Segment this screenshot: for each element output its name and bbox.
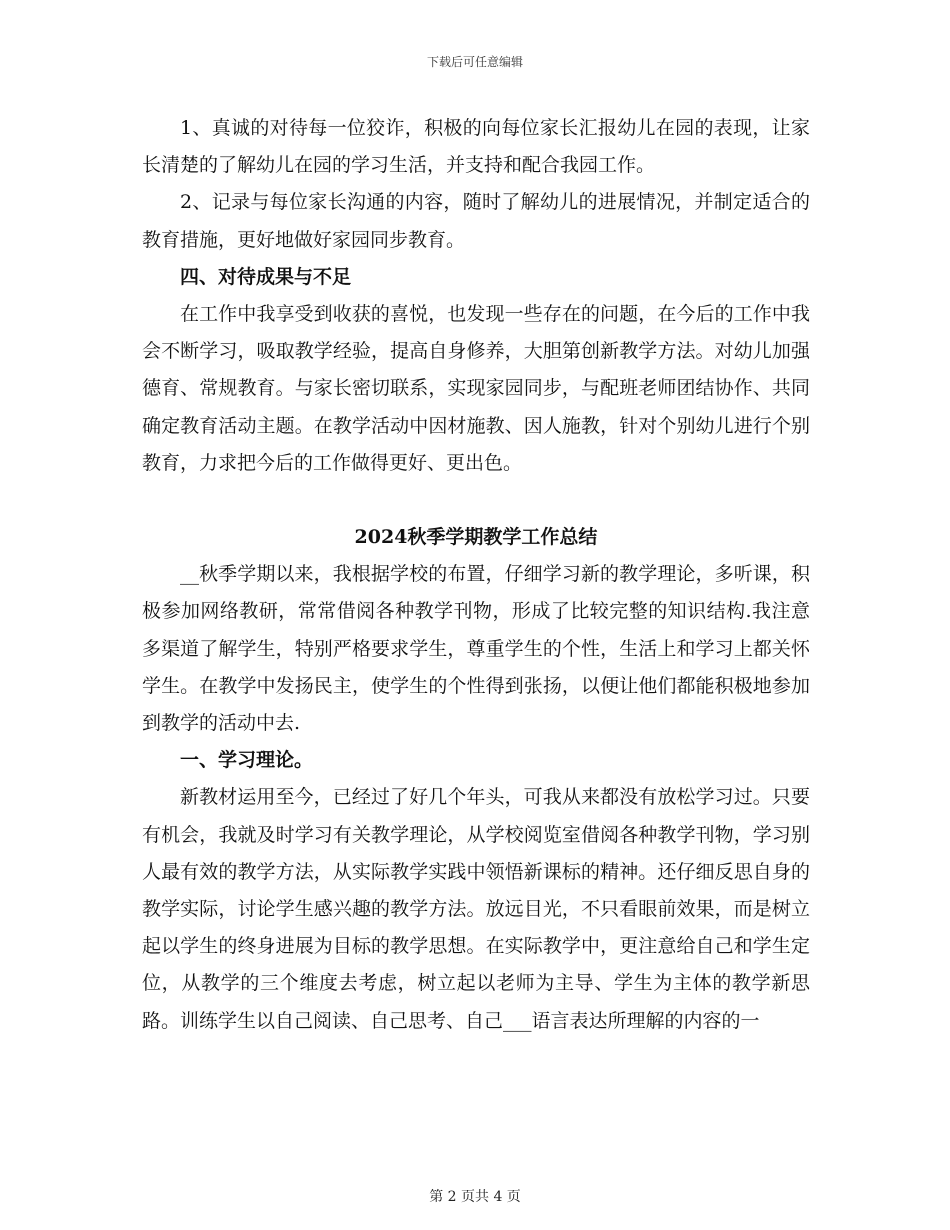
paragraph-communication-1: 1、真诚的对待每一位狡诈，积极的向每位家长汇报幼儿在园的表现，让家长清楚的了解幼儿在园的学习生活，并支持和配合我园工作。 xyxy=(142,117,810,177)
section-gap xyxy=(142,482,810,519)
page-header: 下载后可任意编辑 xyxy=(426,55,523,69)
section-heading-results: 四、对待成果与不足 xyxy=(180,265,352,288)
paragraph-communication-2: 2、记录与每位家长沟通的内容，随时了解幼儿的进展情况，并制定适合的教育措施，更好地做好家园同步教育。 xyxy=(142,191,810,251)
document-body xyxy=(142,110,810,1040)
paragraph-intro: __秋季学期以来，我根据学校的布置，仔细学习新的教学理论，多听课，积极参加网络教研，常常借阅各种教学刊物，形成了比较完整的知识结构.我注意多渠道了解学生，特别严格要求学生，尊重学生的个性，生活上和学习上都关怀学生。在教学中发扬民主，使学生的个性得到张扬，以便让他们都能积极地参加到教学的活动中去. xyxy=(142,563,810,735)
section-heading-theory: 一、学习理论。 xyxy=(180,749,314,772)
page-number: 第 2 页共 4 页 xyxy=(429,1189,521,1205)
paragraph-results: 在工作中我享受到收获的喜悦，也发现一些存在的问题，在今后的工作中我会不断学习，吸取教学经验，提高自身修养，大胆第创新教学方法。对幼儿加强德育、常规教育。与家长密切联系，实现家园同步，与配班老师团结协作、共同确定教育活动主题。在教学活动中因材施教、因人施教，针对个别幼儿进行个别教育，力求把今后的工作做得更好、更出色。 xyxy=(142,303,810,474)
document-title: 2024秋季学期教学工作总结 xyxy=(354,526,598,549)
paragraph-theory: 新教材运用至今，已经过了好几个年头，可我从来都没有放松学习过。只要有机会，我就及时学习有关教学理论，从学校阅览室借阅各种教学刊物，学习别人最有效的教学方法，从实际教学实践中领悟新课标的精神。还仔细反思自身的教学实际，讨论学生感兴趣的教学方法。放远目光，不只看眼前效果，而是树立起以学生的终身进展为目标的教学思想。在实际教学中，更注意给自己和学生定位，从教学的三个维度去考虑，树立起以老师为主导、学生为主体的教学新思路。训练学生以自己阅读、自己思考、自己___语言表达所理解的内容的一 xyxy=(142,786,810,1032)
